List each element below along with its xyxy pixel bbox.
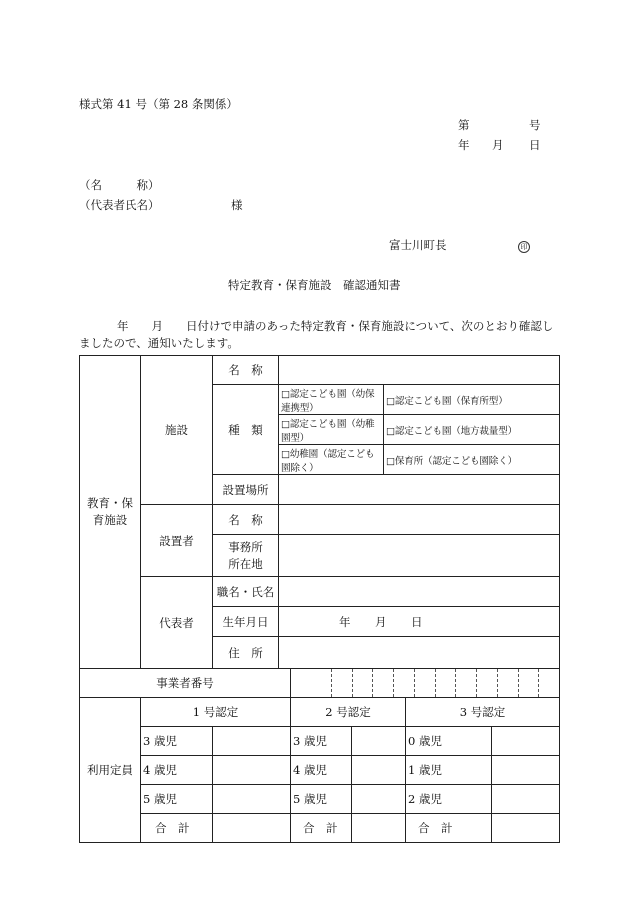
dob-year: 年 (339, 615, 351, 629)
founder-name-field[interactable] (279, 505, 560, 535)
facility-name-field[interactable] (279, 356, 560, 385)
founder-office-field[interactable] (279, 535, 560, 577)
cap-r1-c2-field[interactable] (352, 727, 406, 756)
cap-r2-c1-label: 4 歳児 (141, 756, 213, 785)
body-text: 年 月 日付けで申請のあった特定教育・保育施設について、次のとおり確認しましたので、通知いたします。 (79, 319, 554, 350)
dob-day: 日 (411, 615, 423, 629)
confirmation-table (79, 355, 560, 843)
rep-address-label: 住 所 (213, 637, 279, 669)
document-title: 特定教育・保育施設 確認通知書 (228, 278, 401, 292)
cap-r3-c1-field[interactable] (213, 785, 291, 814)
cap-total-c1-field[interactable] (213, 814, 291, 843)
rep-position-name-label: 職名・氏名 (213, 577, 279, 607)
addressee-rep-label: （代表者氏名） (79, 198, 160, 212)
facility-name-label: 名 称 (213, 356, 279, 385)
doc-no-prefix: 第 (458, 118, 470, 132)
cap-r2-c3-label: 1 歳児 (406, 756, 492, 785)
founder-office-label (213, 535, 279, 577)
cap-total-c1-label: 合 計 (141, 814, 213, 843)
form-number: 様式第 41 号（第 28 条関係） (79, 97, 238, 111)
type-option-4[interactable]: □認定こども園（地方裁量型） (384, 415, 560, 445)
business-number-field[interactable] (291, 669, 560, 698)
type-option-1[interactable]: □認定こども園（幼保連携型） (279, 385, 384, 415)
rep-position-name-field[interactable] (279, 577, 560, 607)
cap-total-c3-label: 合 計 (406, 814, 492, 843)
cap-r2-c1-field[interactable] (213, 756, 291, 785)
cap-r2-c2-field[interactable] (352, 756, 406, 785)
doc-no-suffix: 号 (529, 118, 541, 132)
type-option-6[interactable]: □保育所（認定こども園除く） (384, 445, 560, 475)
rep-dob-field[interactable] (279, 607, 560, 637)
cap-total-c2-field[interactable] (352, 814, 406, 843)
type-option-3[interactable]: □認定こども園（幼稚園型） (279, 415, 384, 445)
addressee-name-label: （名 称） (79, 178, 160, 192)
cap-r3-c3-label: 2 歳児 (406, 785, 492, 814)
cap-r3-c3-field[interactable] (492, 785, 560, 814)
issuer-title: 富士川町長 (389, 238, 447, 252)
capacity-label: 利用定員 (80, 698, 141, 843)
cap-r1-c3-label: 0 歳児 (406, 727, 492, 756)
issuer-seal: 印 (518, 238, 530, 253)
founder-label: 設置者 (141, 505, 213, 577)
facility-location-field[interactable] (279, 475, 560, 505)
cap-r3-c2-label: 5 歳児 (291, 785, 352, 814)
office-line-1: 事務所 (228, 539, 263, 554)
facility-location-label: 設置場所 (213, 475, 279, 505)
addressee-honorific: 様 (231, 198, 243, 212)
cap-r1-c1-field[interactable] (213, 727, 291, 756)
business-number-label: 事業者番号 (80, 669, 291, 698)
capacity-header-1: 1 号認定 (141, 698, 291, 727)
cap-r2-c3-field[interactable] (492, 756, 560, 785)
representative-label: 代表者 (141, 577, 213, 669)
capacity-header-3: 3 号認定 (406, 698, 560, 727)
business-number-digits (311, 669, 559, 697)
date-month: 月 (492, 138, 504, 152)
office-line-2: 所在地 (228, 556, 263, 571)
rep-address-field[interactable] (279, 637, 560, 669)
type-option-2[interactable]: □認定こども園（保育所型） (384, 385, 560, 415)
capacity-header-2: 2 号認定 (291, 698, 406, 727)
cap-r1-c1-label: 3 歳児 (141, 727, 213, 756)
cap-r3-c2-field[interactable] (352, 785, 406, 814)
cap-r1-c2-label: 3 歳児 (291, 727, 352, 756)
cap-total-c3-field[interactable] (492, 814, 560, 843)
type-option-5[interactable]: □幼稚園（認定こども園除く） (279, 445, 384, 475)
cap-total-c2-label: 合 計 (291, 814, 352, 843)
dob-month: 月 (375, 615, 387, 629)
cap-r3-c1-label: 5 歳児 (141, 785, 213, 814)
cap-r1-c3-field[interactable] (492, 727, 560, 756)
cap-r2-c2-label: 4 歳児 (291, 756, 352, 785)
date-year: 年 (458, 138, 470, 152)
rep-dob-label: 生年月日 (213, 607, 279, 637)
founder-name-label: 名 称 (213, 505, 279, 535)
facility-label: 施設 (141, 356, 213, 505)
group-label: 教育・保育施設 (80, 356, 141, 669)
date-day: 日 (529, 138, 541, 152)
facility-type-label: 種 類 (213, 385, 279, 475)
